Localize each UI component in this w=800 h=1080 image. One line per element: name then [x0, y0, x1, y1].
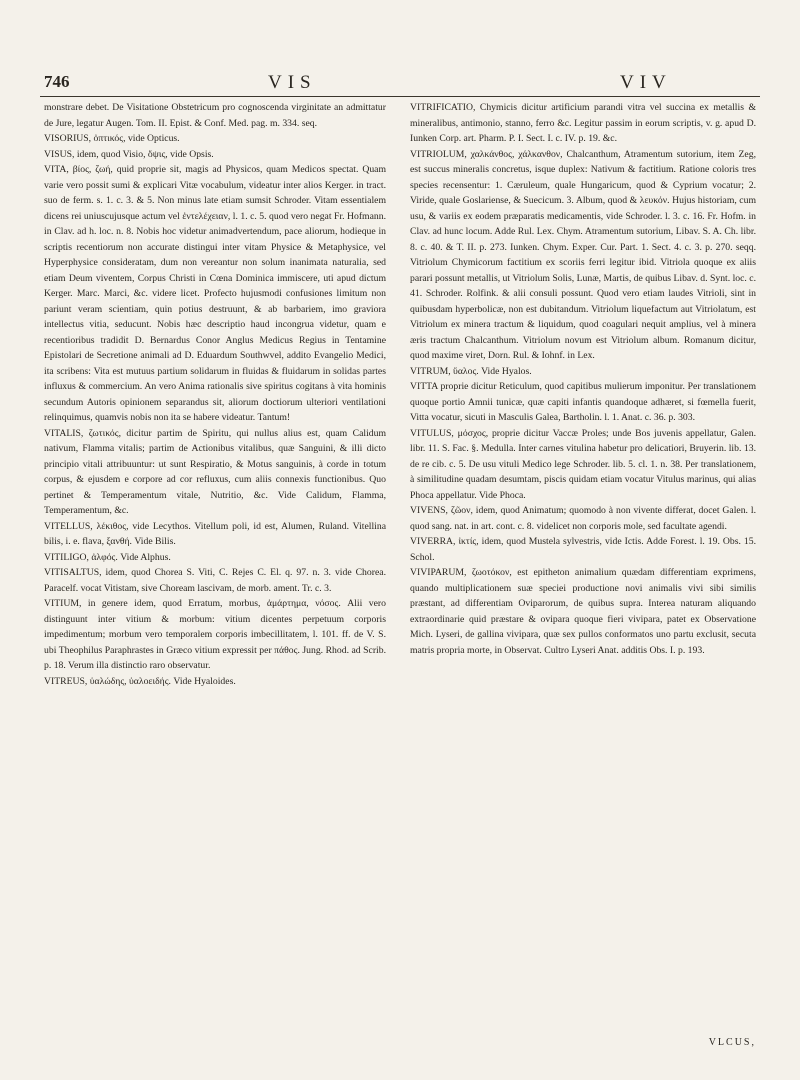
- entry-vitisaltus: VITISALTUS, idem, quod Chorea S. Viti, C. Rejes C. El. q. 97. n. 3. vide Chorea. Paracelf. vocat Vitistam, sive Choream lascivam, de morb. ament. Tr. c. 3.: [44, 567, 386, 594]
- page-number: 746: [44, 72, 70, 91]
- entry-vitrum: VITRUM, ὕαλος. Vide Hyalos.: [410, 365, 532, 377]
- entry-vivens: VIVENS, ζῶον, idem, quod Animatum; quomodo à non vivente differat, docet Galen. l. quod sang. nat. in art. cont. c. 8. videlicet non corporis mole, sed facultate agendi.: [410, 505, 756, 532]
- entry-continuation: monstrare debet. De Visitatione Obstetricum pro cognoscenda virginitate an admittatur de Jure, legatur Augen. Tom. II. Epist. & Conf. Med. pag. m. 334. seq.: [44, 102, 386, 129]
- right-column: [410, 100, 756, 1050]
- entry-visorius: VISORIUS, ὀπτικός, vide Opticus.: [44, 133, 180, 144]
- entry-vitalis: VITALIS, ζωτικός, dicitur partim de Spiritu, qui nullus alius est, quam Calidum nativum, Flamma vitalis; partim de Actionibus vitalibus, quæ Sanguini, & illi dicto principio vitali attribuuntur: ut sunt Respiratio, & Motus sanguinis, à corde in totum corpus, & ejusdem e corpore ad cor refluxus, cum aliis connexis functionibus. Quo pertinet & Temperamentum vitale, Nutritio, &c. Vide Calidum, Flamma, Temperamentum, &c.: [44, 427, 386, 516]
- entry-vitta: VITTA proprie dicitur Reticulum, quod capitibus mulierum imponitur. Per translationem quoque portio Amnii tunicæ, quæ capiti infantis quandoque adhæret, si fœmella fuerit, Vitta vocatur, sicuti in Masculis Galea, Bartholin. l. 1. Anat. c. 36. p. 303.: [410, 381, 756, 423]
- entry-vitreus: VITREUS, ὑαλώδης, ὑαλοειδής. Vide Hyaloides.: [44, 675, 236, 687]
- running-head-left: VIS: [268, 72, 317, 93]
- running-head-right: VIV: [620, 72, 672, 93]
- page-header: [40, 66, 760, 97]
- entry-vitiligo: VITILIGO, ἀλφός. Vide Alphus.: [44, 551, 171, 563]
- left-column: [44, 100, 386, 1050]
- entry-viviparum: VIVIPARUM, ζωοτόκον, est epitheton animalium quædam differentiam exprimens, quando multiplicationem suæ speciei productione novi animalis vivi sibi similis præstant, ad differentiam Oviparorum, de quibus supra. Interea naturam aliquando extraordinarie quid præstare & ovipara quoque fieri vivipara, patet ex Observatione Mich. Lyseri, de gallina vivipara, quæ sex pullos conformatos uno partu exclusit, secuta matris propria morte, in Observat. Cultro Lyseri Anat. additis Obs. I. p. 193.: [410, 567, 756, 656]
- entry-vitulus: VITULUS, μόσχος, proprie dicitur Vaccæ Proles; unde Bos juvenis appellatur, Galen. libr. 11. S. Fac. §. Medulla. Inter carnes vitulina habetur pro delicatiori, Bruyerin. lib. 13. de re cib. c. 5. De usu vituli Medico lege Schroder. lib. 5. cl. 1. n. 38. Per translationem, à similitudine quadam desumtam, piscis quidam etiam vocatur Vitulus marinus, qui alias Phoca appellatur. Vide Phoca.: [410, 427, 756, 501]
- entry-vitriolum: VITRIOLUM, χαλκάνθος, χάλκανθον, Chalcanthum, Atramentum sutorium, item Zeg, est succus mineralis concretus, isque duplex: Nativum & factitium. Ratione coloris tres species recensentur: 1. Cæruleum, quale Hungaricum, quod & Cyprium vocatur; 2. Viride, quale Goslariense, & Suecicum. 3. Album, quod & λευκόν. Hujus historiam, cum usu, & variis ex eodem præparatis medicamentis, vide Schroder. l. 3. c. 16. Fr. Hofm. in Clav. ad hunc locum. Adde Rul. Lex. Chym. Atramentum sutorium, Libav. S. A. Ch. libr. 8. c. 40. & T. II. p. 273. Iunken. Chym. Exper. Cur. Part. 1. Sect. 4. c. 3. p. 270. seqq. Vitriolum Chymicorum factitium ex scoriis ferri legitur ibid. Vitriola quoque ex aliis parari possunt metallis, ut Vitriolum Solis, Lunæ, Martis, de quibus Libav. d. Synt. loc. c. 41. Schroder. Rolfink. & alii consuli possunt. Quod vero etiam laudes Vitrioli, sint in quibusdam hyperbolicæ, non est dubitandum. Vitriolum liquefactum aut Vitriolatum, est Vitriolum ex minera tractum & liquidum, quod coagulari nequit amplius, vel à minera æris tractum Chalcanthum. Vitriolum novum est Vitriolum album. Romanum dicitur, quod maxime viret, Dorn. Rul. & Iohnf. in Lex.: [410, 148, 756, 361]
- entry-vitrificatio: VITRIFICATIO, Chymicis dicitur artificium parandi vitra vel succina ex metallis & mineralibus, antimonio, stanno, ferro &c. Legitur passim in eorum scriptis, v. g. apud D. Iunken Corp. art. Pharm. P. I. Sect. I. c. IV. p. 19. &c.: [410, 102, 756, 144]
- entry-visus: VISUS, idem, quod Visio, ὄψις, vide Opsis.: [44, 148, 214, 160]
- entry-vitium: VITIUM, in genere idem, quod Erratum, morbus, ἁμάρτημα, νόσος. Alii vero distinguunt inter vitium & morbum: vitium dicentes perpetuum corporis impedimentum; morbum vero temporalem corporis imbecillitatem, l. 101. ff. de V. S. ubi Theophilus Paraphrastes in Græco vitium expressit per πάθος. Jung. Rhod. ad Scrib. p. 18. Verum illa distinctio raro observatur.: [44, 598, 386, 671]
- entry-vita: VITA, βίος, ζωή, quid proprie sit, magis ad Physicos, quam Medicos spectat. Quam varie vero possit sumi & explicari Vitæ vocabulum, videatur inter alios Kerger. in tract. suo de ferm. s. 1. c. 3. & 5. Non minus late etiam sumsit Schroder. Vitam essentialem dicens rei uniuscujusque actum vel ἐντελέχειαν, l. 1. c. 5. quod vero negat Fr. Hofmann. in Clav. ad h. loc. n. 8. Nobis hoc videtur animadvertendum, pace aliorum, hodieque in scriptis recentiorum non accurate distingui inter vitam Physice & Metaphysice, vel Hyperphysice consideratam, dum non vereantur non solum inanimata naturalia, sed etiam Deum viventem, Corpus Christi in Cœna Dominica immiscere, uti apud dictum Kerger. Marc. Marci, &c. videre licet. Profecto hujusmodi confusiones limitum non pariunt veram scientiam, quin potius destruunt, & ab barbariem, imo graviora intellectus vitia, seducunt. Nobis hæc descriptio haud incongrua videtur, quam e recentioribus tradidit D. Bernardus Conor Anglus Medicus Regius in Tentamine Epistolari de Secretione animali ad D. Eduardum Southwvel, addito Evangelio Medici, ita scribens: Vita est mutuus partium solidarum in fluidas & fluidarum in solidas partes influxus & commercium. An vero Anima rationalis sive spiritus cogitans à vita hominis secundum Autoris opinionem separandus sit, aliorum doctiorum ulteriori ventilationi relinquimus, quamvis nobis non ita se habere videatur. Tantum!: [44, 164, 386, 423]
- catchword: VLCUS,: [708, 1037, 756, 1048]
- entry-viverra: VIVERRA, ἰκτίς, idem, quod Mustela sylvestris, vide Ictis. Adde Forest. l. 19. Obs. 15. Schol.: [410, 536, 756, 563]
- entry-vitellus: VITELLUS, λέκιθος, vide Lecythos. Vitellum poli, id est, Alumen, Ruland. Vitellina bilis, i. e. flava, ξανθή. Vide Bilis.: [44, 520, 386, 547]
